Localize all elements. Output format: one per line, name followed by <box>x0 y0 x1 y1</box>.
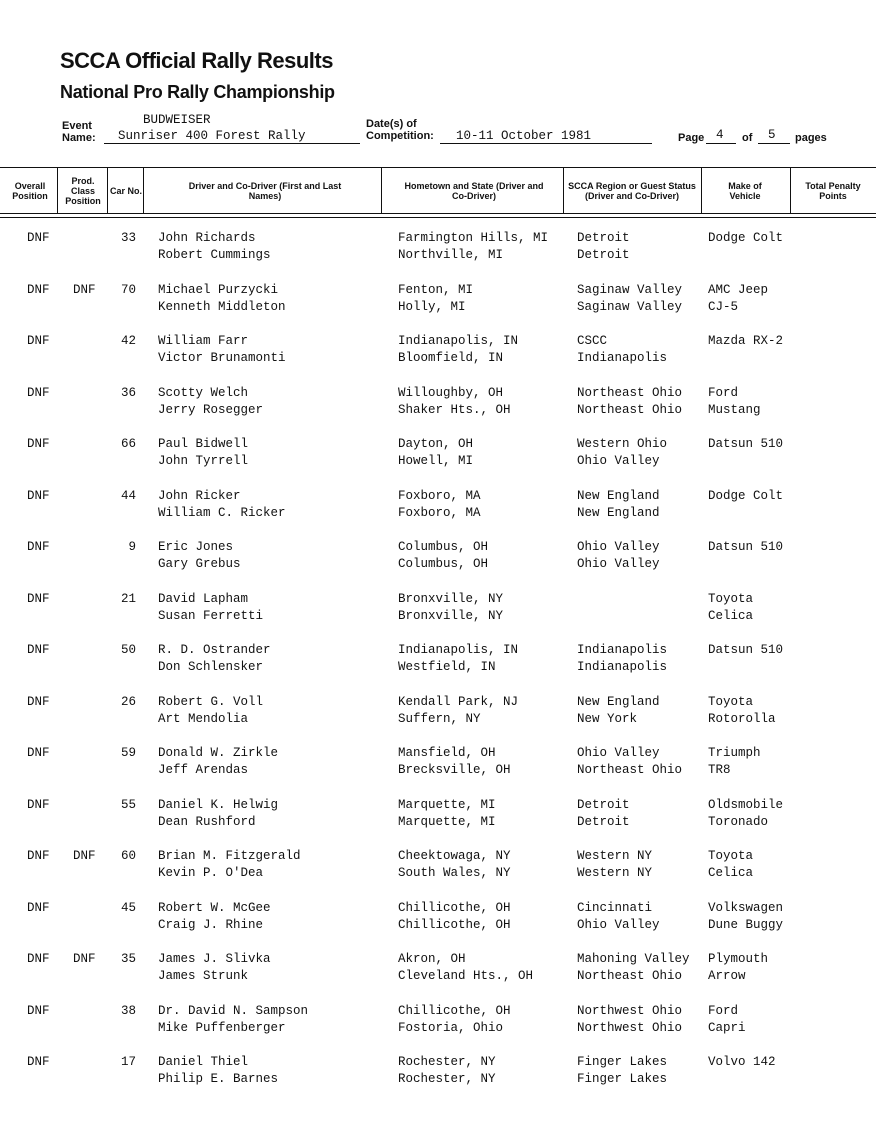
table-row <box>0 1003 876 1055</box>
driver-hometown: Akron, OH <box>398 952 466 966</box>
car-number: 44 <box>120 488 136 503</box>
driver-region: Detroit <box>577 231 630 245</box>
co-driver-name: Kenneth Middleton <box>158 299 286 314</box>
car-number: 55 <box>120 797 136 812</box>
co-driver-name: Philip E. Barnes <box>158 1072 279 1086</box>
page-total: 5 <box>768 128 776 142</box>
co-driver-name: Gary Grebus <box>158 557 241 571</box>
overall-position: DNF <box>27 952 50 966</box>
vehicle-make: Datsun 510 <box>708 437 784 451</box>
vehicle-make: Ford <box>708 1003 739 1018</box>
table-row <box>0 745 876 797</box>
table-row <box>0 539 876 591</box>
table-row <box>0 333 876 385</box>
co-driver-name: Dean Rushford <box>158 814 256 829</box>
col-prod-class-position: Prod. Class Position <box>65 175 101 206</box>
vehicle-make: Mazda RX-2 <box>708 334 784 348</box>
car-number: 66 <box>120 437 136 451</box>
of-label: of <box>742 132 753 144</box>
driver-name: James J. Slivka <box>158 952 271 966</box>
results-table <box>0 230 876 1106</box>
driver-region: Saginaw Valley <box>577 282 683 297</box>
co-driver-name: Kevin P. O'Dea <box>158 866 264 880</box>
vehicle-make: Volkswagen <box>708 900 784 915</box>
driver-name: Donald W. Zirkle <box>158 746 279 760</box>
driver-name: John Richards <box>158 231 256 245</box>
driver-hometown: Dayton, OH <box>398 437 474 451</box>
vehicle-make: Dodge Colt <box>708 231 784 245</box>
driver-name: Dr. David N. Sampson <box>158 1003 309 1018</box>
driver-region: Mahoning Valley <box>577 952 690 966</box>
co-driver-name: John Tyrrell <box>158 454 249 468</box>
driver-name: David Lapham <box>158 591 249 606</box>
competition-date: 10-11 October 1981 <box>456 129 592 143</box>
col-driver: Driver and Co-Driver (First and Last Names) <box>188 180 342 201</box>
co-driver-hometown: Holly, MI <box>398 299 466 314</box>
co-driver-name: Craig J. Rhine <box>158 917 264 932</box>
col-sep <box>701 168 702 213</box>
vehicle-make: Toyota <box>708 849 754 863</box>
overall-position: DNF <box>27 900 50 915</box>
co-driver-region: New England <box>577 505 660 520</box>
vehicle-make: Datsun 510 <box>708 540 784 554</box>
car-number: 21 <box>120 591 136 606</box>
class-position: DNF <box>73 952 96 966</box>
driver-hometown: Indianapolis, IN <box>398 334 519 348</box>
event-name: Sunriser 400 Forest Rally <box>118 129 306 143</box>
co-driver-region: Ohio Valley <box>577 454 660 468</box>
driver-hometown: Marquette, MI <box>398 797 496 812</box>
driver-name: Robert G. Voll <box>158 694 264 709</box>
co-driver-hometown: South Wales, NY <box>398 866 511 880</box>
vehicle-model: Celica <box>708 608 754 623</box>
table-row <box>0 1054 876 1106</box>
car-number: 17 <box>120 1055 136 1069</box>
driver-name: William Farr <box>158 334 249 348</box>
vehicle-make: Dodge Colt <box>708 488 784 503</box>
class-position: DNF <box>73 282 96 297</box>
col-sep <box>790 168 791 213</box>
table-row <box>0 797 876 849</box>
driver-name: Paul Bidwell <box>158 437 249 451</box>
overall-position: DNF <box>27 1055 50 1069</box>
co-driver-hometown: Columbus, OH <box>398 557 489 571</box>
car-number: 9 <box>128 540 136 554</box>
vehicle-make: Triumph <box>708 746 761 760</box>
overall-position: DNF <box>27 1003 50 1018</box>
driver-name: Eric Jones <box>158 540 234 554</box>
vehicle-make: Plymouth <box>708 952 769 966</box>
car-number: 59 <box>120 746 136 760</box>
co-driver-hometown: Fostoria, Ohio <box>398 1020 504 1035</box>
vehicle-model: TR8 <box>708 763 731 777</box>
driver-region: Cincinnati <box>577 900 653 915</box>
col-hometown: Hometown and State (Driver and Co-Driver) <box>404 180 544 201</box>
table-row <box>0 642 876 694</box>
co-driver-hometown: Cleveland Hts., OH <box>398 969 534 983</box>
overall-position: DNF <box>27 488 50 503</box>
co-driver-name: Jeff Arendas <box>158 763 249 777</box>
driver-region: Indianapolis <box>577 643 668 657</box>
driver-hometown: Mansfield, OH <box>398 746 496 760</box>
co-driver-hometown: Chillicothe, OH <box>398 917 511 932</box>
driver-hometown: Bronxville, NY <box>398 591 504 606</box>
driver-region: CSCC <box>577 334 608 348</box>
overall-position: DNF <box>27 797 50 812</box>
overall-position: DNF <box>27 540 50 554</box>
co-driver-name: Susan Ferretti <box>158 608 264 623</box>
co-driver-region: Western NY <box>577 866 653 880</box>
table-row <box>0 591 876 643</box>
overall-position: DNF <box>27 385 50 400</box>
car-number: 42 <box>120 334 136 348</box>
overall-position: DNF <box>27 282 50 297</box>
car-number: 70 <box>120 282 136 297</box>
car-number: 45 <box>120 900 136 915</box>
vehicle-make: Datsun 510 <box>708 643 784 657</box>
col-make: Make of Vehicle <box>728 180 762 201</box>
driver-name: R. D. Ostrander <box>158 643 271 657</box>
co-driver-region: Indianapolis <box>577 351 668 365</box>
driver-hometown: Chillicothe, OH <box>398 1003 511 1018</box>
driver-hometown: Kendall Park, NJ <box>398 694 519 709</box>
vehicle-make: Toyota <box>708 694 754 709</box>
co-driver-name: Victor Brunamonti <box>158 351 286 365</box>
overall-position: DNF <box>27 849 50 863</box>
class-position: DNF <box>73 849 96 863</box>
overall-position: DNF <box>27 694 50 709</box>
col-overall-position: Overall Position <box>12 180 48 201</box>
driver-hometown: Farmington Hills, MI <box>398 231 549 245</box>
col-sep <box>107 168 108 213</box>
co-driver-region: Detroit <box>577 248 630 262</box>
car-number: 36 <box>120 385 136 400</box>
col-car-no: Car No. <box>110 185 143 196</box>
co-driver-hometown: Suffern, NY <box>398 711 481 726</box>
driver-region: Western Ohio <box>577 437 668 451</box>
col-sep <box>563 168 564 213</box>
vehicle-model: Toronado <box>708 814 769 829</box>
overall-position: DNF <box>27 643 50 657</box>
co-driver-region: Ohio Valley <box>577 557 660 571</box>
car-number: 38 <box>120 1003 136 1018</box>
vehicle-make: Toyota <box>708 591 754 606</box>
driver-hometown: Rochester, NY <box>398 1055 496 1069</box>
driver-name: Daniel Thiel <box>158 1055 249 1069</box>
driver-hometown: Willoughby, OH <box>398 385 504 400</box>
car-number: 35 <box>120 952 136 966</box>
driver-hometown: Chillicothe, OH <box>398 900 511 915</box>
vehicle-model: Dune Buggy <box>708 917 784 932</box>
co-driver-name: James Strunk <box>158 969 249 983</box>
col-penalty-points: Total Penalty Points <box>805 180 861 201</box>
co-driver-region: New York <box>577 711 638 726</box>
co-driver-hometown: Foxboro, MA <box>398 505 481 520</box>
car-number: 60 <box>120 849 136 863</box>
driver-name: Robert W. McGee <box>158 900 271 915</box>
event-name-underline <box>104 143 360 144</box>
vehicle-model: Arrow <box>708 969 746 983</box>
driver-region: Western NY <box>577 849 653 863</box>
overall-position: DNF <box>27 746 50 760</box>
co-driver-name: Don Schlensker <box>158 660 264 674</box>
vehicle-make: Volvo 142 <box>708 1055 776 1069</box>
col-sep <box>143 168 144 213</box>
co-driver-name: Mike Puffenberger <box>158 1020 286 1035</box>
overall-position: DNF <box>27 437 50 451</box>
co-driver-region: Saginaw Valley <box>577 299 683 314</box>
table-row <box>0 282 876 334</box>
vehicle-model: CJ-5 <box>708 299 739 314</box>
page-label: Page <box>678 132 705 144</box>
driver-name: Brian M. Fitzgerald <box>158 849 301 863</box>
co-driver-name: Art Mendolia <box>158 711 249 726</box>
co-driver-region: Northeast Ohio <box>577 402 683 417</box>
table-row <box>0 900 876 952</box>
co-driver-region: Detroit <box>577 814 630 829</box>
date-underline <box>440 143 652 144</box>
table-row <box>0 848 876 900</box>
co-driver-name: Robert Cummings <box>158 248 271 262</box>
co-driver-hometown: Marquette, MI <box>398 814 496 829</box>
driver-hometown: Foxboro, MA <box>398 488 481 503</box>
event-sponsor: BUDWEISER <box>143 113 211 127</box>
driver-name: Scotty Welch <box>158 385 249 400</box>
vehicle-model: Capri <box>708 1020 746 1035</box>
driver-region: Northwest Ohio <box>577 1003 683 1018</box>
co-driver-region: Northeast Ohio <box>577 969 683 983</box>
car-number: 33 <box>120 231 136 245</box>
co-driver-region: Finger Lakes <box>577 1072 668 1086</box>
co-driver-hometown: Brecksville, OH <box>398 763 511 777</box>
page-number-underline <box>706 143 736 144</box>
driver-region: Ohio Valley <box>577 746 660 760</box>
driver-region: New England <box>577 694 660 709</box>
header-bottom-rule <box>0 213 876 214</box>
vehicle-model: Celica <box>708 866 754 880</box>
car-number: 50 <box>120 643 136 657</box>
pages-label: pages <box>795 132 827 144</box>
car-number: 26 <box>120 694 136 709</box>
col-sep <box>57 168 58 213</box>
col-sep <box>381 168 382 213</box>
table-row <box>0 694 876 746</box>
driver-region: Northeast Ohio <box>577 385 683 400</box>
event-label: Event Name: <box>62 120 96 144</box>
table-row <box>0 951 876 1003</box>
overall-position: DNF <box>27 231 50 245</box>
page-title: SCCA Official Rally Results <box>60 48 333 73</box>
driver-hometown: Cheektowaga, NY <box>398 849 511 863</box>
co-driver-name: William C. Ricker <box>158 505 286 520</box>
co-driver-region: Ohio Valley <box>577 917 660 932</box>
driver-hometown: Columbus, OH <box>398 540 489 554</box>
driver-region: Finger Lakes <box>577 1055 668 1069</box>
vehicle-model: Rotorolla <box>708 711 776 726</box>
date-label: Date(s) of Competition: <box>366 118 434 142</box>
table-row <box>0 488 876 540</box>
vehicle-make: Oldsmobile <box>708 797 784 812</box>
co-driver-hometown: Westfield, IN <box>398 660 496 674</box>
driver-name: Michael Purzycki <box>158 282 279 297</box>
driver-hometown: Indianapolis, IN <box>398 643 519 657</box>
page-total-underline <box>758 143 790 144</box>
co-driver-hometown: Howell, MI <box>398 454 474 468</box>
driver-name: John Ricker <box>158 488 241 503</box>
page-number: 4 <box>716 128 724 142</box>
co-driver-region: Indianapolis <box>577 660 668 674</box>
header-double-rule <box>0 217 876 218</box>
table-row <box>0 385 876 437</box>
co-driver-hometown: Bronxville, NY <box>398 608 504 623</box>
driver-region: New England <box>577 488 660 503</box>
table-row <box>0 230 876 282</box>
co-driver-hometown: Shaker Hts., OH <box>398 402 511 417</box>
vehicle-make: Ford <box>708 385 739 400</box>
co-driver-region: Northeast Ohio <box>577 763 683 777</box>
table-row <box>0 436 876 488</box>
overall-position: DNF <box>27 334 50 348</box>
co-driver-region: Northwest Ohio <box>577 1020 683 1035</box>
driver-name: Daniel K. Helwig <box>158 797 279 812</box>
co-driver-hometown: Northville, MI <box>398 248 504 262</box>
co-driver-hometown: Bloomfield, IN <box>398 351 504 365</box>
page-subtitle: National Pro Rally Championship <box>60 82 335 102</box>
driver-region: Detroit <box>577 797 630 812</box>
driver-region: Ohio Valley <box>577 540 660 554</box>
vehicle-model: Mustang <box>708 402 761 417</box>
overall-position: DNF <box>27 591 50 606</box>
co-driver-name: Jerry Rosegger <box>158 402 264 417</box>
col-region: SCCA Region or Guest Status (Driver and Co-Driver) <box>568 180 696 201</box>
co-driver-hometown: Rochester, NY <box>398 1072 496 1086</box>
vehicle-make: AMC Jeep <box>708 282 769 297</box>
driver-hometown: Fenton, MI <box>398 282 474 297</box>
